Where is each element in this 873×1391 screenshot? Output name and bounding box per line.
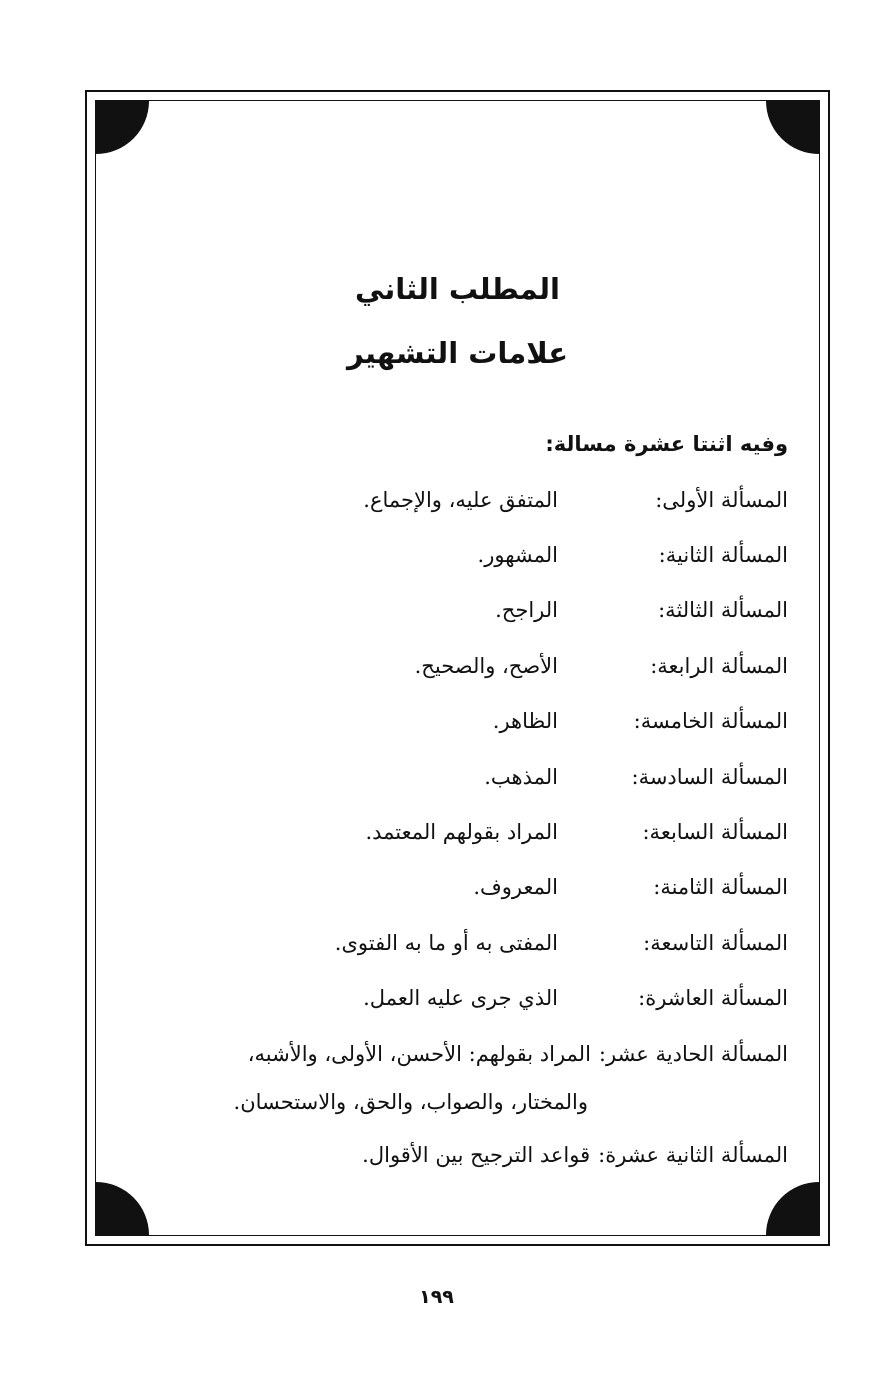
issue-label: المسألة العاشرة:	[638, 986, 788, 1010]
corner-ornament-top-left	[95, 100, 149, 154]
issue-item	[415, 654, 788, 678]
issue-item	[473, 875, 788, 899]
issue-label: المسألة الأولى:	[655, 488, 788, 512]
issue-text: المراد بقولهم: الأحسن، الأولى، والأشبه،	[247, 1042, 591, 1066]
issue-item	[248, 1042, 788, 1066]
issue-label: المسألة الثامنة:	[653, 875, 788, 899]
issue-item	[478, 543, 788, 567]
issue-label: المسألة السادسة:	[631, 765, 788, 789]
issue-text: الذي جرى عليه العمل.	[363, 986, 558, 1010]
issue-label: المسألة الثانية:	[658, 543, 788, 567]
issue-item	[484, 765, 788, 789]
corner-ornament-top-right	[766, 100, 820, 154]
issue-item	[363, 986, 788, 1010]
section-heading: المطلب الثاني	[355, 272, 560, 306]
issue-label: المسألة الثالثة:	[658, 598, 788, 622]
issue-item	[362, 1143, 788, 1167]
issue-item	[495, 598, 788, 622]
corner-ornament-bottom-left	[95, 1182, 149, 1236]
issue-text: المتفق عليه، والإجماع.	[363, 488, 558, 512]
issue-label: المسألة الحادية عشر:	[598, 1042, 788, 1066]
issue-label: المسألة الرابعة:	[650, 654, 788, 678]
section-subheading: علامات التشهير	[346, 336, 569, 370]
issue-text: المفتى به أو ما به الفتوى.	[334, 931, 558, 955]
page-number: ١٩٩	[419, 1286, 454, 1308]
issue-text: المذهب.	[484, 765, 558, 789]
intro-text: وفيه اثنتا عشرة مسالة:	[545, 432, 788, 456]
issue-item	[365, 820, 788, 844]
issue-text: المعروف.	[473, 875, 558, 899]
issue-label: المسألة السابعة:	[642, 820, 788, 844]
issue-text: الأصح، والصحيح.	[414, 654, 558, 678]
issue-text: المشهور.	[477, 543, 558, 567]
issue-item	[335, 931, 788, 955]
issue-label: المسألة الثانية عشرة:	[598, 1143, 788, 1167]
issue-text-continuation: والمختار، والصواب، والحق، والاستحسان.	[233, 1090, 588, 1114]
issue-item	[363, 488, 788, 512]
issue-text: المراد بقولهم المعتمد.	[365, 820, 558, 844]
issue-label: المسألة الخامسة:	[633, 709, 788, 733]
issue-text: قواعد الترجيح بين الأقوال.	[362, 1143, 591, 1167]
corner-ornament-bottom-right	[766, 1182, 820, 1236]
issue-text: الظاهر.	[492, 709, 558, 733]
issue-item	[493, 709, 788, 733]
issue-text: الراجح.	[495, 598, 558, 622]
issue-label: المسألة التاسعة:	[643, 931, 788, 955]
